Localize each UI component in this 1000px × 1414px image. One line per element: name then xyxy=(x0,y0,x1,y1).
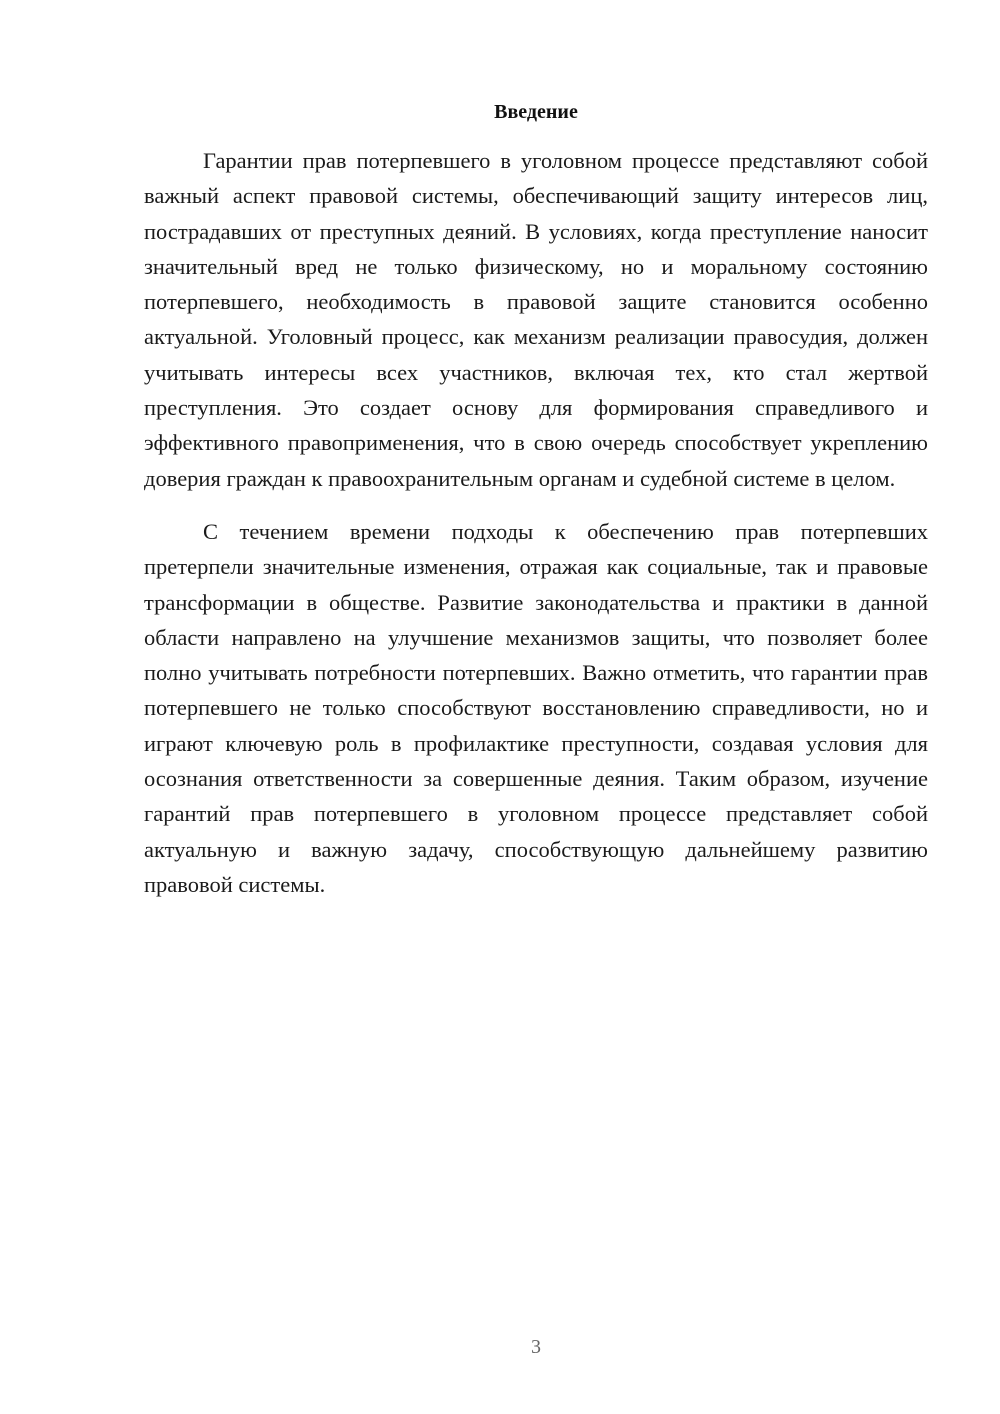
paragraph-intro: Гарантии прав потерпевшего в уголовном процессе представляют собой важный аспект правовой системы, обеспечивающий защиту интересов лиц, пострадавших от преступных деяний. В условиях, когда преступление наносит значительный вред не только физическому, но и моральному состоянию потерпевшего, необходимость в правовой защите становится особенно актуальной. Уголовный процесс, как механизм реализации правосудия, должен учитывать интересы всех участников, включая тех, кто стал жертвой преступления. Это создает основу для формирования справедливого и эффективного правоприменения, что в свою очередь способствует укреплению доверия граждан к правоохранительным органам и судебной системе в целом. xyxy=(144,148,928,491)
document-body xyxy=(144,143,928,902)
paragraph-evolution: С течением времени подходы к обеспечению прав потерпевших претерпели значительные изменения, отражая как социальные, так и правовые трансформации в обществе. Развитие законодательства и практики в данной области направлено на улучшение механизмов защиты, что позволяет более полно учитывать потребности потерпевших. Важно отметить, что гарантии прав потерпевшего не только способствуют восстановлению справедливости, но и играют ключевую роль в профилактике преступности, создавая условия для осознания ответственности за совершенные деяния. Таким образом, изучение гарантий прав потерпевшего в уголовном процессе представляет собой актуальную и важную задачу, способствующую дальнейшему развитию правовой системы. xyxy=(144,518,928,897)
page-number: 3 xyxy=(531,1336,541,1358)
section-heading: Введение xyxy=(494,101,578,123)
